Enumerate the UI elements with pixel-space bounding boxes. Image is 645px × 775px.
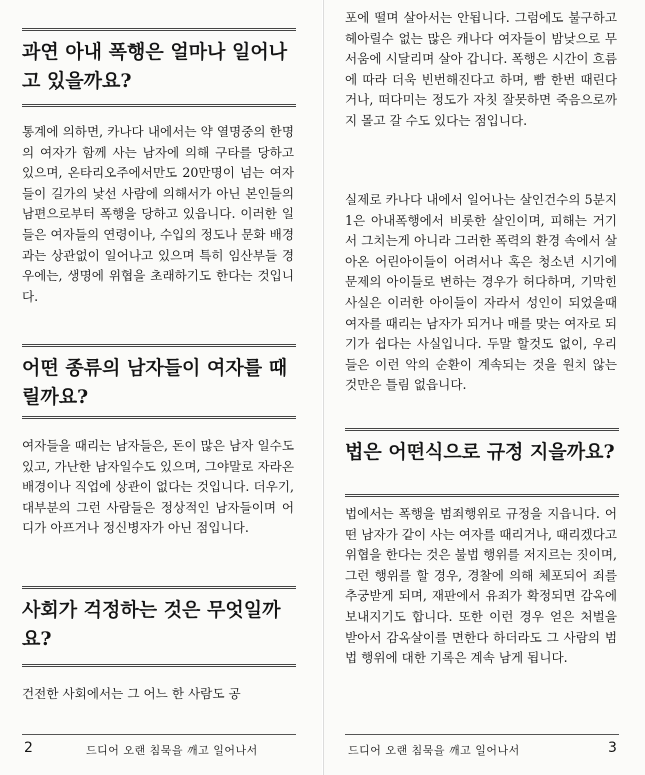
left-page xyxy=(0,0,322,775)
continued-text: 포에 떨며 살아서는 안됩니다. 그럼에도 불구하고 헤아릴수 없는 많은 캐나다 여자들이 밤낮으로 무서움에 시달리며 살아 갑니다. 폭행은 시간이 흐름에 따라 더욱 빈번해진다고 하며, 빰 한번 때린다거나, 떠다미는 정도가 자칫 잘못하면 죽음으로까지 몰고 갈 수도 있다는 점입니다. xyxy=(345,10,617,128)
section-body-society-concern: 건전한 사회에서는 그 어느 한 사람도 공 xyxy=(22,686,241,701)
section-heading-violence-frequency: 과연 아내 폭행은 얼마나 일어나고 있을까요? xyxy=(22,41,288,92)
section-body-law: 법에서는 폭행을 범죄행위로 규정을 지읍니다. 어떤 남자가 같이 사는 여자를 때리거나, 때리겠다고 위협을 한다는 것은 불법 행위를 저지르는 짓이며, 그런 행위를 할 경우, 경찰에 의해 체포되어 죄를 추궁받게 되며, 재판에서 유죄가 확정되면 감옥에 보내지기도 합니다. 또한 이런 경우 얻은 처벌을 받아서 감옥살이를 면한다 하더라도 그 사람의 범법 행위에 대한 기록은 계속 남게 됩니다. xyxy=(345,506,617,666)
section-heading-law: 법은 어떤식으로 규정 지을까요? xyxy=(345,441,615,463)
right-page xyxy=(323,0,645,775)
footer-rule xyxy=(345,734,619,735)
section-rule xyxy=(22,664,296,667)
section-rule xyxy=(345,428,619,431)
section-heading-abuser-types: 어떤 종류의 남자들이 여자를 때릴까요? xyxy=(22,357,288,408)
footer-title: 드디어 오랜 침묵을 깨고 일어나서 xyxy=(348,744,520,757)
section-heading-society-concern: 사회가 걱정하는 것은 무엇일까요? xyxy=(22,599,281,650)
section-body-violence-frequency: 통계에 의하면, 카나다 내에서는 약 열명중의 한명의 여자가 함께 사는 남자에 의해 구타를 당하고 있으며, 온타리오주에서만도 20만명이 넘는 여자들이 길가의 낯선 사람에 의해서가 아닌 본인들의 남편으로부터 폭행을 당하고 있읍니다. 이러한 일들은 여자들의 연령이나, 수입의 정도나 문화 배경과는 상관없이 일어나고 있으며 특히 임산부들 경우에는, 생명에 위협을 초래하기도 한다는 것입니다. xyxy=(22,124,294,304)
section-rule xyxy=(22,344,296,347)
section-rule xyxy=(22,28,296,31)
section-body-abuser-types: 여자들을 때리는 남자들은, 돈이 많은 남자 일수도 있고, 가난한 남자일수도 있으며, 그야말로 자라온 배경이나 직업에 상관이 없다는 것입니다. 더우기, 대부분의 그런 사람들은 정상적인 남자들이며 어디가 아프거나 정신병자가 아닌 점입니다. xyxy=(22,438,294,536)
page-number: 2 xyxy=(24,740,33,756)
section-rule xyxy=(345,494,619,497)
page-number: 3 xyxy=(608,740,617,756)
section-rule xyxy=(22,104,296,107)
section-rule xyxy=(22,416,296,419)
footer-rule xyxy=(22,734,296,735)
footer-title: 드디어 오랜 침묵을 깨고 일어나서 xyxy=(86,744,258,757)
continued-text-murders: 실제로 카나다 내에서 일어나는 살인건수의 5분지 1은 아내폭행에서 비롯한 살인이며, 피해는 거기서 그치는게 아니라 그러한 폭력의 환경 속에서 살아온 어린아이들이 어려서나 혹은 청소년 시기에 문제의 아이들로 변하는 경우가 허다하며, 기막힌 사실은 이러한 아이들이 자라서 성인이 되었을때 여자를 때리는 남자가 되거나 매를 맞는 여자로 되기가 쉽다는 사실입니다. 두말 할것도 없이, 우리들은 이런 악의 순환이 계속되는 것을 원치 않는 것만은 틀림 없읍니다. xyxy=(345,192,617,393)
section-rule xyxy=(22,586,296,589)
